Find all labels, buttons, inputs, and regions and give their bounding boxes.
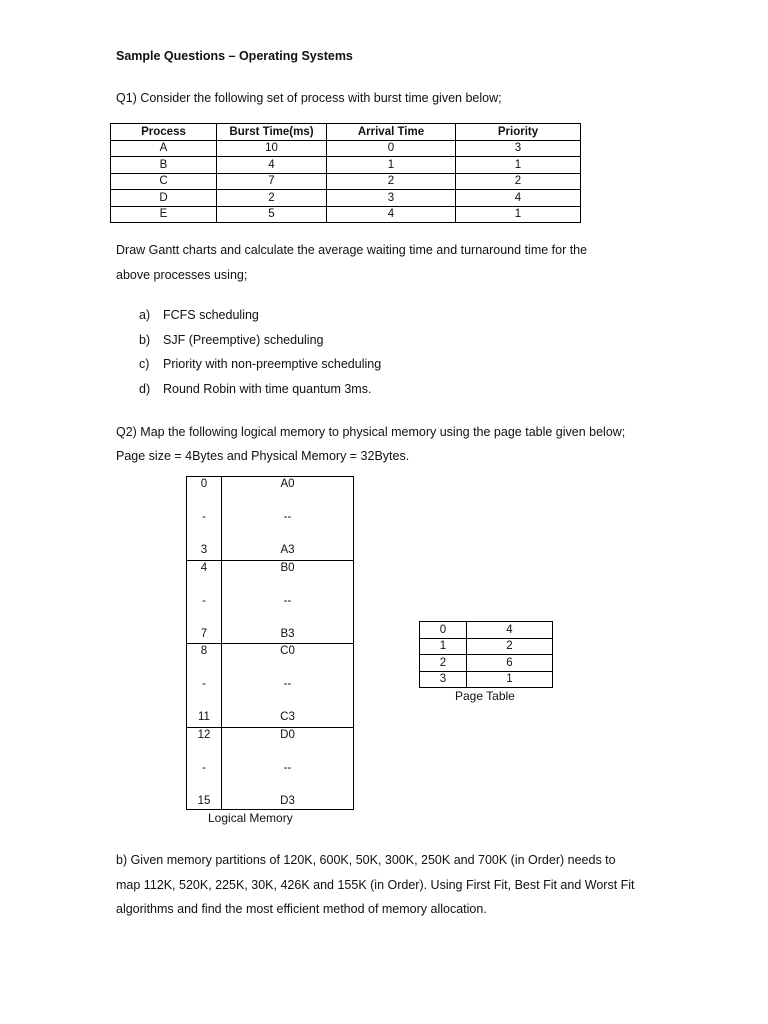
cell-arrival-time: 4 xyxy=(327,206,456,223)
table-row xyxy=(420,655,553,672)
q1-instruction-line-2: above processes using; xyxy=(116,268,248,282)
list-item xyxy=(139,333,381,358)
option-label: a) xyxy=(139,308,151,322)
logical-memory-page xyxy=(187,561,353,645)
header-priority: Priority xyxy=(456,124,581,141)
cell-process: E xyxy=(111,206,217,223)
address-label: 3 xyxy=(200,544,208,556)
address-label: - xyxy=(202,594,206,607)
header-arrival-time: Arrival Time xyxy=(327,124,456,141)
frame-number: 4 xyxy=(467,622,553,639)
qb-line-1: b) Given memory partitions of 120K, 600K, 50K, 300K, 250K and 700K (in Order) needs to xyxy=(116,853,616,867)
memory-cell-value: -- xyxy=(283,511,292,523)
page-number: 3 xyxy=(420,671,467,688)
logical-memory-diagram xyxy=(186,476,354,810)
frame-number: 1 xyxy=(467,671,553,688)
cell-process: B xyxy=(111,157,217,174)
memory-cell-value: C3 xyxy=(280,711,295,723)
table-row xyxy=(111,206,581,223)
cell-priority: 2 xyxy=(456,173,581,190)
table-row xyxy=(420,671,553,688)
memory-cell-value: D0 xyxy=(280,728,295,741)
page-number: 0 xyxy=(420,622,467,639)
memory-cell-value: -- xyxy=(283,761,292,774)
table-row xyxy=(111,173,581,190)
cell-arrival-time: 0 xyxy=(327,140,456,157)
address-label: 4 xyxy=(200,561,208,574)
option-text: FCFS scheduling xyxy=(163,308,259,322)
address-label: 8 xyxy=(200,645,208,657)
page-number: 2 xyxy=(420,655,467,672)
option-label: d) xyxy=(139,381,151,396)
option-text: Priority with non-preemptive scheduling xyxy=(163,357,382,371)
cell-arrival-time: 2 xyxy=(327,173,456,190)
table-row xyxy=(420,638,553,655)
cell-burst-time: 5 xyxy=(217,206,327,223)
page-number: 1 xyxy=(420,638,467,655)
list-item xyxy=(139,382,381,407)
option-text: SJF (Preemptive) scheduling xyxy=(163,332,324,347)
list-item xyxy=(139,357,381,382)
frame-number: 6 xyxy=(467,655,553,672)
cell-priority: 1 xyxy=(456,206,581,223)
table-row xyxy=(420,622,553,639)
address-label: 7 xyxy=(200,627,208,640)
header-burst-time: Burst Time(ms) xyxy=(217,124,327,141)
cell-burst-time: 2 xyxy=(217,190,327,207)
memory-cell-value: -- xyxy=(283,678,292,690)
frame-number: 2 xyxy=(467,638,553,655)
address-label: - xyxy=(202,678,206,690)
header-process: Process xyxy=(111,124,217,141)
table-row xyxy=(111,140,581,157)
cell-process: D xyxy=(111,190,217,207)
q1-options-list xyxy=(139,308,381,406)
option-text: Round Robin with time quantum 3ms. xyxy=(163,381,372,396)
address-label: 11 xyxy=(198,711,210,723)
address-label: 0 xyxy=(200,478,208,490)
memory-cell-value: C0 xyxy=(280,645,295,657)
q2-line-1: Q2) Map the following logical memory to physical memory using the page table given below; xyxy=(116,425,626,439)
page-table xyxy=(419,621,553,688)
cell-process: C xyxy=(111,173,217,190)
address-label: - xyxy=(202,761,206,774)
cell-arrival-time: 3 xyxy=(327,190,456,207)
memory-cell-value: D3 xyxy=(280,794,295,807)
cell-priority: 3 xyxy=(456,140,581,157)
memory-cell-value: B3 xyxy=(280,627,295,640)
memory-cell-value: A0 xyxy=(280,478,295,490)
memory-cell-value: A3 xyxy=(280,544,295,556)
page-table-caption: Page Table xyxy=(455,689,515,703)
cell-burst-time: 4 xyxy=(217,157,327,174)
q2-line-2: Page size = 4Bytes and Physical Memory = 32Bytes. xyxy=(116,449,410,463)
process-table xyxy=(110,123,581,223)
address-label: 12 xyxy=(197,728,211,741)
q1-instruction-line-1: Draw Gantt charts and calculate the average waiting time and turnaround time for the xyxy=(116,243,588,257)
option-label: c) xyxy=(139,357,150,371)
logical-memory-page xyxy=(187,728,353,812)
cell-burst-time: 7 xyxy=(217,173,327,190)
q1-prompt: Q1) Consider the following set of process with burst time given below; xyxy=(116,91,502,105)
logical-memory-page xyxy=(187,644,353,728)
logical-memory-page xyxy=(187,477,353,561)
logical-memory-caption: Logical Memory xyxy=(208,811,293,825)
qb-line-2: map 112K, 520K, 225K, 30K, 426K and 155K (in Order). Using First Fit, Best Fit and Worst Fit xyxy=(116,878,635,892)
cell-burst-time: 10 xyxy=(217,140,327,157)
address-label: 15 xyxy=(197,794,211,807)
cell-priority: 4 xyxy=(456,190,581,207)
list-item xyxy=(139,308,381,333)
cell-process: A xyxy=(111,140,217,157)
process-table-header-row xyxy=(111,124,581,141)
cell-arrival-time: 1 xyxy=(327,157,456,174)
cell-priority: 1 xyxy=(456,157,581,174)
document-title: Sample Questions – Operating Systems xyxy=(116,49,353,63)
table-row xyxy=(111,157,581,174)
address-label: - xyxy=(202,511,206,523)
table-row xyxy=(111,190,581,207)
qb-line-3: algorithms and find the most efficient method of memory allocation. xyxy=(116,902,487,916)
option-label: b) xyxy=(139,332,151,347)
memory-cell-value: B0 xyxy=(280,561,295,574)
memory-cell-value: -- xyxy=(283,594,292,607)
